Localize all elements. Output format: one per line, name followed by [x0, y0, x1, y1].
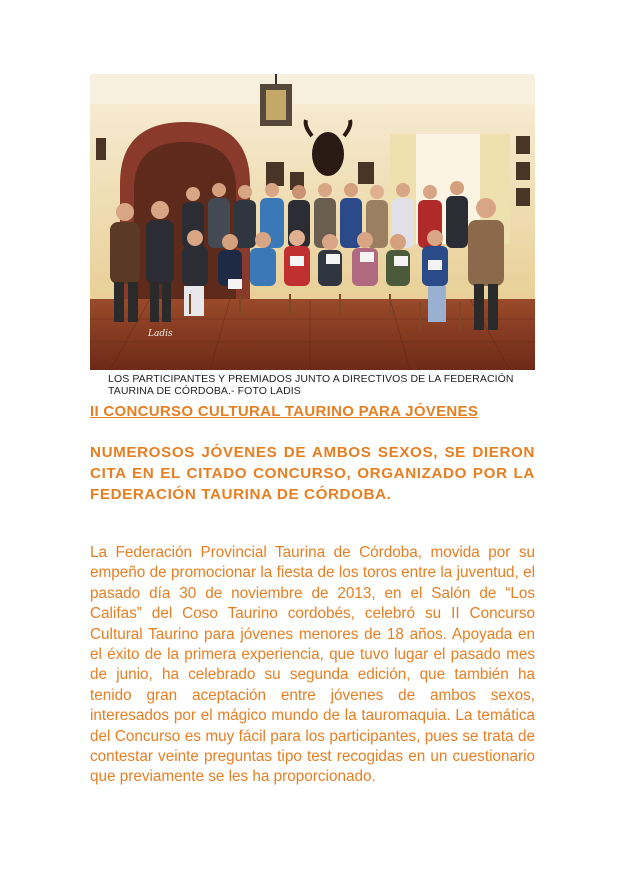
photo-caption: LOS PARTICIPANTES Y PREMIADOS JUNTO A DIRECTIVOS DE LA FEDERACIÓN TAURINA DE CÓRDOBA.- FOTO LADIS [108, 373, 514, 397]
article-subtitle: NUMEROSOS JÓVENES DE AMBOS SEXOS, SE DIERON CITA EN EL CITADO CONCURSO, ORGANIZADO POR LA FEDERACIÓN TAURINA DE CÓRDOBA. [90, 444, 535, 503]
bull-head-trophy [312, 132, 344, 176]
wall-frame [96, 138, 106, 160]
photo-signature: Ladis [148, 329, 173, 339]
wall-frame [266, 162, 284, 186]
wall-frame [516, 188, 530, 206]
group-photo [90, 74, 535, 370]
article-title: II CONCURSO CULTURAL TAURINO PARA JÓVENES [90, 403, 479, 420]
wall-frame [358, 162, 374, 184]
ceiling [90, 74, 535, 108]
wall-frame [516, 162, 530, 180]
article-body: La Federación Provincial Taurina de Córdoba, movida por su empeño de promocionar la fiesta de los toros entre la juventud, el pasado día 30 de noviembre de 2013, en el Salón de “Los Califas” del Coso Taurino cordobés, celebró su II Concurso Cultural Taurino para jóvenes menores de 18 años. Apoyada en el éxito de la primera experiencia, que tuvo lugar el pasado mes de junio, ha celebrado su segunda edición, que también ha tenido gran aceptación entre jóvenes de ambos sexos, interesados por el mágico mundo de la tauromaquia. La temática del Concurso es muy fácil para los participantes, pues se trata de contestar veinte preguntas tipo test recogidas en un cuestionario que previamente se les ha proporcionado. [90, 544, 535, 786]
wall-frame [516, 136, 530, 154]
